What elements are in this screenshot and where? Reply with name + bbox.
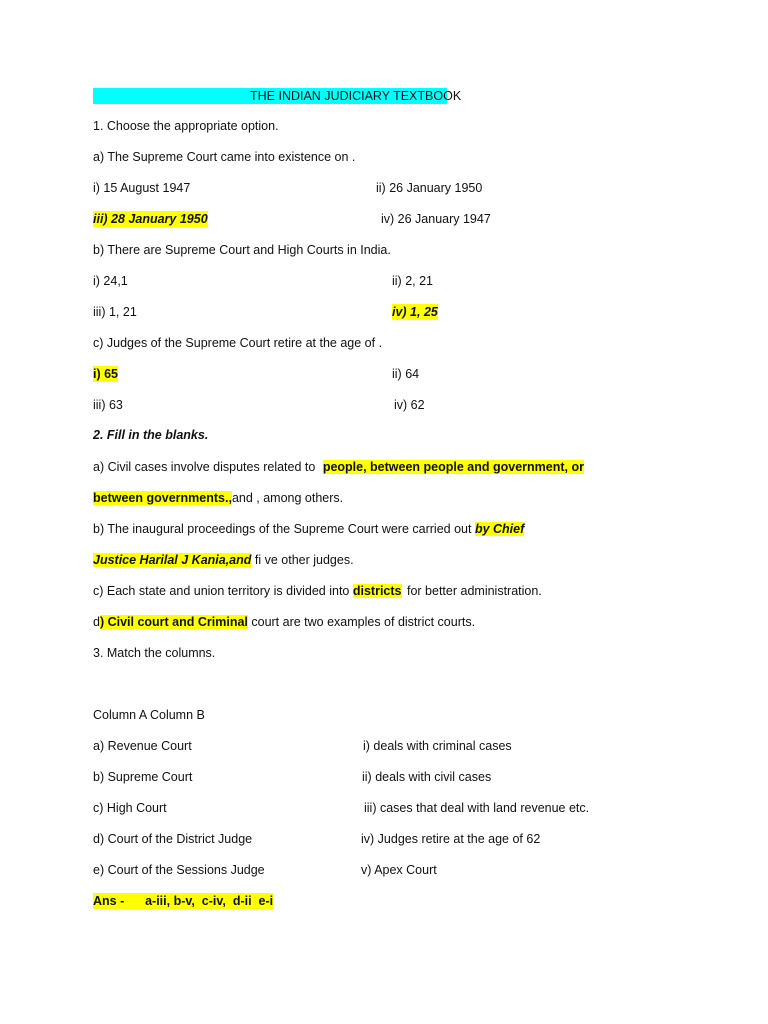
- q2c-prefix: c) Each state and union territory is divided into: [93, 584, 350, 598]
- q1c-option-2: ii) 64: [392, 367, 420, 381]
- q1a-option-1: i) 15 August 1947: [93, 181, 191, 195]
- q1b-option-4-answer: iv) 1, 25: [392, 305, 438, 319]
- q1-heading: 1. Choose the appropriate option.: [93, 119, 279, 133]
- q2c-answer: districts: [352, 584, 402, 598]
- q2d-suffix: court are two examples of district courts.: [247, 615, 476, 629]
- q3-heading: 3. Match the columns.: [93, 646, 216, 660]
- q3-row-1-column-b: i) deals with criminal cases: [363, 739, 512, 753]
- q2a-answer-part-1: people, between people and government, or: [322, 460, 584, 474]
- q1c-option-4: iv) 62: [394, 398, 425, 412]
- q1a-option-3-answer: iii) 28 January 1950: [93, 212, 208, 226]
- q3-row-4-column-b: iv) Judges retire at the age of 62: [361, 832, 541, 846]
- q3-row-2-column-a: b) Supreme Court: [93, 770, 193, 784]
- page-title: THE INDIAN JUDICIARY TEXTBOOK: [250, 89, 462, 103]
- q1b-option-1: i) 24,1: [93, 274, 128, 288]
- q3-row-2-column-b: ii) deals with civil cases: [362, 770, 492, 784]
- q1c-option-3: iii) 63: [93, 398, 123, 412]
- q1a-question: a) The Supreme Court came into existence on .: [93, 150, 356, 164]
- q2b-suffix: fi ve other judges.: [251, 553, 354, 567]
- q1c-question: c) Judges of the Supreme Court retire at the age of .: [93, 336, 383, 350]
- q2-heading: 2. Fill in the blanks.: [93, 428, 209, 442]
- q1b-option-3: iii) 1, 21: [93, 305, 137, 319]
- q2b-line-2: [93, 552, 354, 568]
- q2c-suffix: for better administration.: [407, 584, 542, 598]
- q3-row-5-column-b: v) Apex Court: [361, 863, 437, 877]
- q3-row-5-column-a: e) Court of the Sessions Judge: [93, 863, 265, 877]
- q2a-line-2: [93, 490, 343, 506]
- q1b-option-2: ii) 2, 21: [392, 274, 433, 288]
- q3-row-3-column-a: c) High Court: [93, 801, 167, 815]
- q2c-line: [93, 583, 542, 599]
- q2d-prefix: d: [93, 615, 100, 629]
- q2b-answer-part-2: Justice Harilal J Kania,and: [93, 553, 252, 567]
- q2a-suffix: and , among others.: [231, 491, 344, 505]
- q1a-option-2: ii) 26 January 1950: [376, 181, 483, 195]
- q3-row-4-column-a: d) Court of the District Judge: [93, 832, 253, 846]
- q2d-answer: ) Civil court and Criminal: [99, 615, 248, 629]
- q1b-question: b) There are Supreme Court and High Courts in India.: [93, 243, 391, 257]
- q2b-prefix: b) The inaugural proceedings of the Supreme Court were carried out: [93, 522, 472, 536]
- q3-answer: Ans - a-iii, b-v, c-iv, d-ii e-i: [93, 894, 274, 908]
- q3-row-1-column-a: a) Revenue Court: [93, 739, 192, 753]
- q2a-prefix: a) Civil cases involve disputes related to: [93, 460, 316, 474]
- q2a-answer-part-2: between governments.,: [93, 491, 232, 505]
- q2b-answer-part-1: by Chief: [474, 522, 525, 536]
- q3-row-3-column-b: iii) cases that deal with land revenue etc.: [364, 801, 590, 815]
- q1a-option-4: iv) 26 January 1947: [381, 212, 491, 226]
- q2d-line: [93, 614, 475, 630]
- q2a-line-1: [93, 459, 584, 475]
- q3-column-header: Column A Column B: [93, 708, 205, 722]
- q1c-option-1-answer: i) 65: [93, 367, 119, 381]
- q2b-line-1: [93, 521, 524, 537]
